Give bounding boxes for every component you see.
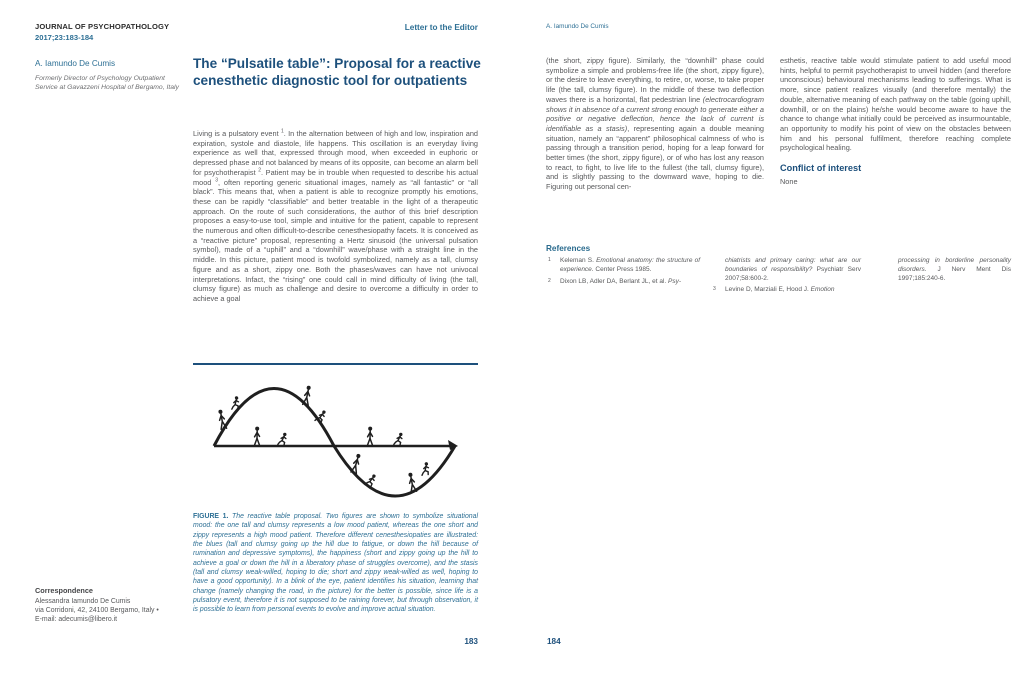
section-label: Letter to the Editor xyxy=(404,23,478,32)
reference-item xyxy=(711,257,861,283)
page-title: The “Pulsatile table”: Proposal for a reactive cenesthetic diagnostic tool for outpatients xyxy=(193,56,481,88)
correspondence-email: E-mail: adecumis@libero.it xyxy=(35,616,118,623)
reference-text: Levine D, Marziali E, Hood J. Emotion xyxy=(725,286,835,294)
body-text-right-page-col2 xyxy=(780,56,1011,186)
reference-item xyxy=(546,278,700,287)
figure-1-illustration xyxy=(212,376,462,508)
reference-text: processing in borderline personality disorders. J Nerv Ment Dis 1997;185:240-6. xyxy=(898,257,1011,282)
figure-top-rule xyxy=(193,363,478,365)
correspondence-block xyxy=(35,586,159,624)
reference-number: 3 xyxy=(713,286,716,293)
body-text: esthetis, reactive table would stimulate patient to add useful mood hints, helpful to permit psychotherapist to unveil hidden (and therefore unconscious) behavioural mechanisms leading to sufferings. What is more, since patient realizes visually (and therefore mentally) the double, alternative meaning of each pathway on the table (going uphill, downhill, or on the plains) he/she would become aware to have the chance to change what initially could be perceived as insurmountable, an opportunity to modify his point of view on the obstacles between him and his personal fulfilment, therefore reaching complete psychological healing. xyxy=(780,56,1011,153)
page-number-184: 184 xyxy=(547,637,561,646)
body-text-left-column: Living is a pulsatory event $^1$. In the alternation between of high and low, inspiration and expiration, systole and diastole, life happens. This oscillation is an everyday living experience as well that, expressed through mood, when exceeded in euphoric or depressed phase and not balanced by means of its opposite, can become an alarm bell for psychotherapist $^2$. Patient may be in trouble when requested to describe his actual mood $^3$, often reporting generic situational images, namely as “all fantastic” or “all black”. This means that, when a patient is able to recognize promptly his emotions, these can be rapidly “classifiable” and better treatable in the light of a therapeutic approach. On the route of such considerations, the author of this brief description proposes a easy-to-use tool, simple and intuitive for the patient, capable to represent the numerous and often difficult-to-describe cenesthesiopathy facets. It is conceived as a “reactive picture” proposal, representing a Hertz sinusoid (the universal pulsation symbol), made of a “uphill” and a “downhill” wave/phase with a straight line in the middle. In this picture, patient mood is twofold symbolized, namely as a tall, clumsy figure and as a short, zippy one. Both the phases/waves can have not univocal interpretations. Infact, the “rising” one could call in mind difficulty of living (the tall, clumsy figure) as much as challenge and desire to overcome a difficulty in order to achieve a goal xyxy=(193,128,478,303)
author-affiliation: Formerly Director of Psychology Outpatient Service at Gavazzeni Hospital of Bergamo, Italy xyxy=(35,75,179,91)
figure-sine-wave xyxy=(214,389,455,497)
reference-text: Keleman S. Emotional anatomy: the structure of experience. Center Press 1985. xyxy=(560,257,700,273)
correspondence-name: Alessandra Iamundo De Cumis xyxy=(35,598,131,605)
page-number-183: 183 xyxy=(464,637,478,646)
journal-name: JOURNAL OF PSYCHOPATHOLOGY xyxy=(35,22,170,31)
figure-1-caption: FIGURE 1. The reactive table proposal. Two figures are shown to symbolize situational mood: the one tall and clumsy represents a low mood patient, whereas the one short and zippy represents a high mood patient. Therefore different cenesthesiopaties are illustrated: the blues (tall and clumsy going up the hill due to fatigue, or down the hill because of rumination and depressive symptoms), the happiness (short and zippy going up the hill to achieve a goal or down the hill in a liberatory phase of struggles overcome), and the stasis (tall and clumsy weak-willed, hoping to die; short and zippy weak-willed as well, hoping to have a good opportunity). In a blink of the eye, patient identifies his situation, learning that change (namely changing the road, in the picture) for the better is possible, since life is a pulsatory event, therefore it is not supposed to be raining forever, but through observation, it is possible to learn from personal events to evolve and improve actual situation. xyxy=(193,513,478,614)
references-column-1 xyxy=(546,257,700,289)
running-head: A. Iamundo De Cumis xyxy=(546,23,609,30)
correspondence-address: via Corridoni, 42, 24100 Bergamo, Italy • xyxy=(35,607,159,614)
reference-item xyxy=(884,257,1011,283)
references-column-3 xyxy=(884,257,1011,286)
references-column-2 xyxy=(711,257,861,298)
reference-number: 1 xyxy=(548,257,551,263)
reference-text: Dixon LB, Adler DA, Berlant JL, et al. Psy- xyxy=(560,277,682,285)
reference-text: chiatrists and primary caring: what are our boundaries of responsibility? Psychiatr Serv 2007;58:600-2. xyxy=(725,257,861,282)
author-name: A. Iamundo De Cumis xyxy=(35,59,116,68)
conflict-of-interest-text: None xyxy=(780,176,798,186)
reference-number: 2 xyxy=(548,277,551,284)
conflict-of-interest-heading: Conflict of interest xyxy=(780,163,862,174)
correspondence-heading: Correspondence xyxy=(35,586,93,595)
journal-header xyxy=(35,22,169,42)
journal-issue: 2017;23:183-184 xyxy=(35,33,94,42)
body-text-right-page-col1: (the short, zippy figure). Similarly, the “downhill” phase could symbolize a simple and problems-free life (the short, zippy figure), or the desire to leave everything, to retire, or, worse, to take proper life (the tall, clumsy figure). In the middle of these two deflection waves there is a horizontal, flat pedestrian line (electrocardiogram shows it in absence of a current strong enough to generate either a positive or negative deflection, hence the lack of current is identifiable as a stasis), representing again a double meaning situation, namely an “apparent” philosophical calmness of who is passing through a transition period, hoping for a leap forward for better times (the short, zippy figure), or of who has lost any reason to react, to fight, to live life to the fullest (the tall, clumsy figure), and is slightly passing to the downward wave, hoping to die. Figuring out personal cen- xyxy=(546,56,765,192)
references-heading: References xyxy=(546,244,591,253)
reference-item xyxy=(546,257,700,275)
reference-item xyxy=(711,286,861,295)
